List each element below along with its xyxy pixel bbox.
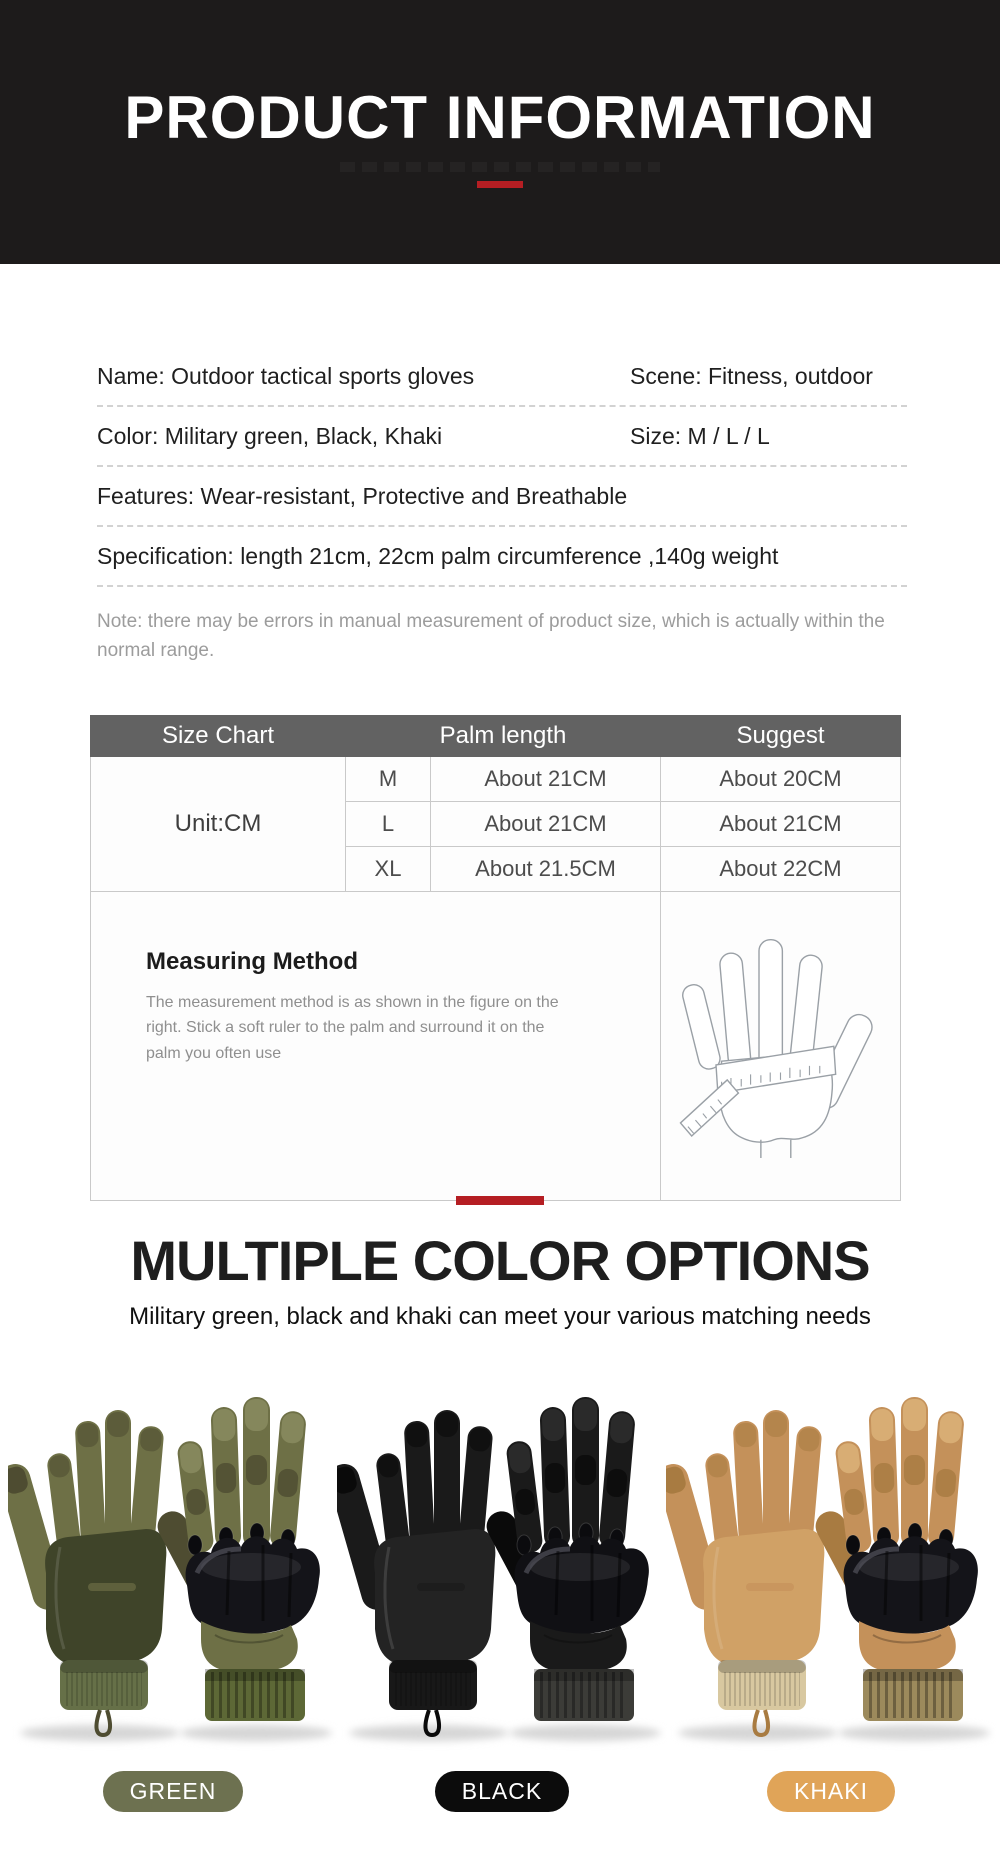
palm-length-l: About 21CM — [431, 802, 661, 847]
hand-measurement-illustration — [673, 928, 888, 1158]
measuring-method-row — [91, 892, 901, 1201]
spec-size: Size: M / L / L — [630, 423, 770, 449]
accent-dash — [477, 181, 523, 188]
header-palm-length: Palm length — [346, 716, 661, 757]
suggest-m: About 20CM — [661, 757, 901, 802]
spec-row-name-scene — [97, 347, 907, 407]
suggest-l: About 21CM — [661, 802, 901, 847]
measurement-note: Note: there may be errors in manual measurement of product size, which is actually within the normal range. — [97, 611, 885, 661]
spec-row-specification — [97, 527, 907, 587]
size-chart-header-row — [91, 716, 901, 757]
colorway-green — [8, 1372, 338, 1812]
hand-illustration-cell — [661, 892, 901, 1201]
spec-color: Color: Military green, Black, Khaki — [97, 423, 443, 449]
size-l: L — [346, 802, 431, 847]
header-size-chart: Size Chart — [91, 716, 346, 757]
spec-list — [97, 264, 907, 684]
unit-cell: Unit:CM — [91, 757, 346, 892]
size-m: M — [346, 757, 431, 802]
spec-row-color-size — [97, 407, 907, 467]
header-suggest: Suggest — [661, 716, 901, 757]
measuring-method-description: The measurement method is as shown in the figure on the right. Stick a soft ruler to the palm and surround it on the palm you often use — [146, 994, 559, 1062]
palm-length-m: About 21CM — [431, 757, 661, 802]
ghost-subtitle-decoration — [340, 162, 660, 172]
page-title: PRODUCT INFORMATION — [124, 84, 876, 151]
size-chart-table — [90, 715, 901, 1201]
glove-pair-image-khaki — [666, 1372, 996, 1757]
accent-dash — [456, 1196, 544, 1205]
color-badge-khaki: KHAKI — [767, 1771, 895, 1812]
size-xl: XL — [346, 847, 431, 892]
glove-pair-image-green — [8, 1372, 338, 1757]
hero-banner — [0, 0, 1000, 264]
color-badge-black: BLACK — [435, 1771, 569, 1812]
measuring-method-title: Measuring Method — [146, 948, 359, 975]
spec-row-features — [97, 467, 907, 527]
measuring-method-cell — [91, 892, 661, 1201]
colorway-black — [337, 1372, 667, 1812]
suggest-xl: About 22CM — [661, 847, 901, 892]
spec-features: Features: Wear-resistant, Protective and Breathable — [97, 483, 628, 509]
palm-length-xl: About 21.5CM — [431, 847, 661, 892]
color-badge-green: GREEN — [103, 1771, 244, 1812]
spec-name: Name: Outdoor tactical sports gloves — [97, 363, 475, 389]
color-options-subtitle: Military green, black and khaki can meet your various matching needs — [129, 1303, 871, 1330]
spec-specification: Specification: length 21cm, 22cm palm circumference ,140g weight — [97, 543, 779, 569]
table-row-m — [91, 757, 901, 802]
color-options-title: MULTIPLE COLOR OPTIONS — [130, 1229, 870, 1292]
glove-pair-image-black — [337, 1372, 667, 1757]
colorway-khaki — [666, 1372, 996, 1812]
spec-scene: Scene: Fitness, outdoor — [630, 363, 873, 389]
